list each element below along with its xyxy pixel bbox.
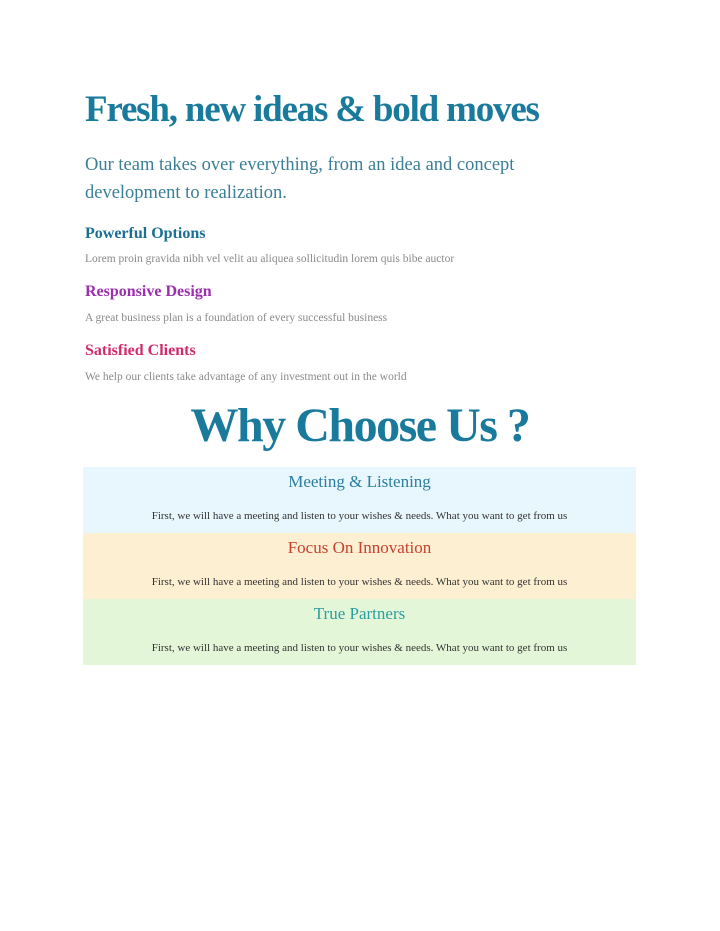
feature-description-powerful-options: Lorem proin gravida nibh vel velit au aliquea sollicitudin lorem quis bibe auctor	[85, 253, 455, 265]
page-headline: Fresh, new ideas & bold moves	[85, 89, 539, 130]
feature-title-powerful-options: Powerful Options	[85, 225, 206, 242]
reason-description: First, we will have a meeting and listen to your wishes & needs. What you want to get from us	[151, 642, 568, 654]
reasons-table	[83, 467, 636, 665]
reason-description: First, we will have a meeting and listen to your wishes & needs. What you want to get from us	[151, 510, 568, 522]
intro-paragraph: Our team takes over everything, from an idea and concept development to realization.	[85, 155, 515, 203]
feature-title-responsive-design: Responsive Design	[85, 283, 212, 300]
reason-description: First, we will have a meeting and listen to your wishes & needs. What you want to get from us	[151, 576, 568, 588]
reason-title: True Partners	[313, 604, 406, 623]
feature-title-satisfied-clients: Satisfied Clients	[85, 342, 196, 359]
reason-row-true-partners	[83, 599, 636, 665]
why-choose-us-heading: Why Choose Us ?	[190, 399, 530, 452]
reason-row-meeting-listening	[83, 467, 636, 533]
reason-title: Meeting & Listening	[288, 472, 431, 491]
reason-title: Focus On Innovation	[287, 538, 432, 557]
feature-description-satisfied-clients: We help our clients take advantage of any investment out in the world	[85, 371, 407, 383]
feature-description-responsive-design: A great business plan is a foundation of every successful business	[85, 312, 388, 324]
reason-row-focus-on-innovation	[83, 533, 636, 599]
